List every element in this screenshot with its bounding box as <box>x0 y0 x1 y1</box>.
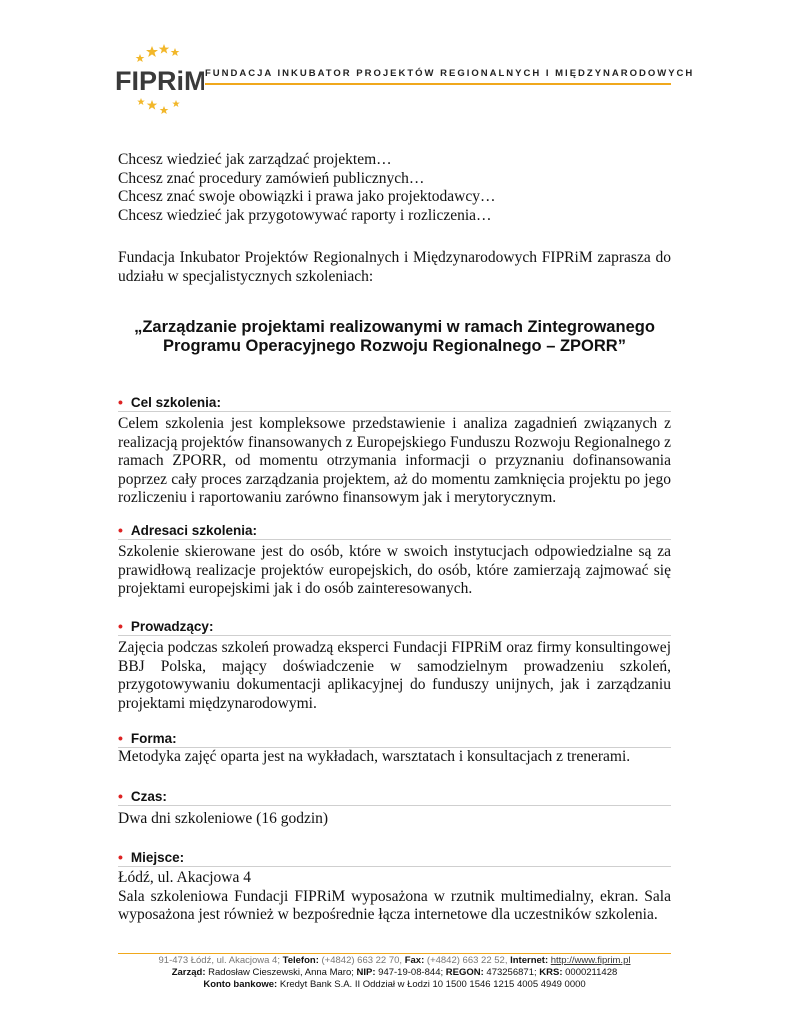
training-title <box>118 318 671 356</box>
title-line: Programu Operacyjnego Rozwoju Regionalnego – ZPORR” <box>163 337 626 355</box>
title-line: „Zarządzanie projektami realizowanymi w ramach Zintegrowanego <box>134 318 655 336</box>
section-body-miejsce <box>118 869 671 925</box>
section-body-czas: Dwa dni szkoleniowe (16 godzin) <box>118 810 329 827</box>
organization-name: FUNDACJA INKUBATOR PROJEKTÓW REGIONALNYCH I MIĘDZYNARODOWYCH <box>205 68 695 79</box>
bullet-icon: • <box>118 522 123 538</box>
section-heading-label: Cel szkolenia: <box>130 395 221 410</box>
nip-value: 947-19-08-844; <box>378 967 444 978</box>
krs-value: 0000211428 <box>565 967 618 978</box>
section-heading-czas <box>118 787 671 806</box>
question-line: Chcesz znać swoje obowiązki i prawa jako projektodawcy… <box>118 188 496 205</box>
footer-bank-line <box>118 979 671 991</box>
footer-registry-line <box>118 967 671 979</box>
logo-graphic <box>112 40 204 120</box>
regon-value: 473256871; <box>486 967 537 978</box>
section-heading-prowadzacy <box>118 617 671 636</box>
board-label: Zarząd: <box>171 967 206 978</box>
footer-address: 91-473 Łódź, ul. Akacjowa 4; <box>158 955 280 966</box>
board-members: Radosław Cieszewski, Anna Maro; <box>208 967 354 978</box>
section-heading-label: Adresaci szkolenia: <box>130 523 257 538</box>
bullet-icon: • <box>118 788 123 804</box>
footer-contact-line <box>118 955 671 967</box>
section-heading-label: Forma: <box>130 731 177 746</box>
bullet-icon: • <box>118 394 123 410</box>
venue-description: Sala szkoleniowa Fundacji FIPRiM wyposażona w rzutnik multimedialny, ekran. Sala wyposażona jest również w bezpośrednie łącza internetowe dla uczestników szkolenia. <box>118 887 671 923</box>
phone-label: Telefon: <box>282 955 319 966</box>
section-heading-label: Prowadzący: <box>130 619 214 634</box>
fiprim-logo <box>112 40 204 120</box>
question-line: Chcesz wiedzieć jak zarządzać projektem… <box>118 151 392 168</box>
internet-label: Internet: <box>510 955 549 966</box>
section-heading-label: Miejsce: <box>130 850 185 865</box>
section-heading-cel <box>118 393 671 412</box>
section-heading-label: Czas: <box>130 789 167 804</box>
section-body-adresaci: Szkolenie skierowane jest do osób, które w swoich instytucjach odpowiedzialne są za prawidłową realizacje projektów europejskich, do osób, które zamierzają zajmować się projektami europejskimi jak i do osób zainteresowanych. <box>118 543 671 597</box>
website-link[interactable]: http://www.fiprim.pl <box>550 955 631 966</box>
regon-label: REGON: <box>445 967 484 978</box>
section-heading-miejsce <box>118 848 671 867</box>
bullet-icon: • <box>118 730 123 746</box>
section-heading-adresaci <box>118 521 671 540</box>
fax-label: Fax: <box>404 955 425 966</box>
question-line: Chcesz znać procedury zamówień publicznych… <box>118 169 425 187</box>
bank-label: Konto bankowe: <box>203 979 278 990</box>
venue-address: Łódź, ul. Akacjowa 4 <box>118 869 252 886</box>
header-rule <box>205 83 671 85</box>
section-heading-forma <box>118 729 671 748</box>
bullet-icon: • <box>118 849 123 865</box>
question-list <box>118 151 495 225</box>
footer-rule <box>118 953 671 954</box>
section-body-forma: Metodyka zajęć oparta jest na wykładach, warsztatach i konsultacjach z trenerami. <box>118 748 631 765</box>
question-line: Chcesz wiedzieć jak przygotowywać raporty i rozliczenia… <box>118 206 492 224</box>
intro-paragraph: Fundacja Inkubator Projektów Regionalnych i Międzynarodowych FIPRiM zaprasza do udziału w specjalistycznych szkoleniach: <box>118 249 671 285</box>
nip-label: NIP: <box>356 967 376 978</box>
section-body-cel: Celem szkolenia jest kompleksowe przedstawienie i analiza zagadnień związanych z realizacją projektów finansowanych z Europejskiego Funduszu Rozwoju Regionalnego z ramach ZPORR, od momentu otrzymania informacji o przyznaniu dofinansowania poprzez cały proces zarządzania projektem, aż do momentu zamknięcia projektu po jego rozliczeniu i raportowaniu zarówno finansowym jak i merytorycznym. <box>118 415 671 506</box>
bullet-icon: • <box>118 618 123 634</box>
phone-number: (+4842) 663 22 70, <box>321 955 403 966</box>
bank-account: Kredyt Bank S.A. II Oddział w Łodzi 10 1500 1546 1215 4005 4949 0000 <box>279 979 586 990</box>
svg-text:FIPRiM: FIPRiM <box>115 66 204 96</box>
krs-label: KRS: <box>539 967 563 978</box>
fax-number: (+4842) 663 22 52, <box>426 955 508 966</box>
section-body-prowadzacy: Zajęcia podczas szkoleń prowadzą eksperci Fundacji FIPRiM oraz firmy konsultingowej BBJ Polska, mający doświadczenie w samodzielnym prowadzeniu szkoleń, przygotowywaniu dokumentacji aplikacyjnej do funduszy unijnych, jak i zarządzaniu projektami międzynarodowymi. <box>118 639 671 712</box>
